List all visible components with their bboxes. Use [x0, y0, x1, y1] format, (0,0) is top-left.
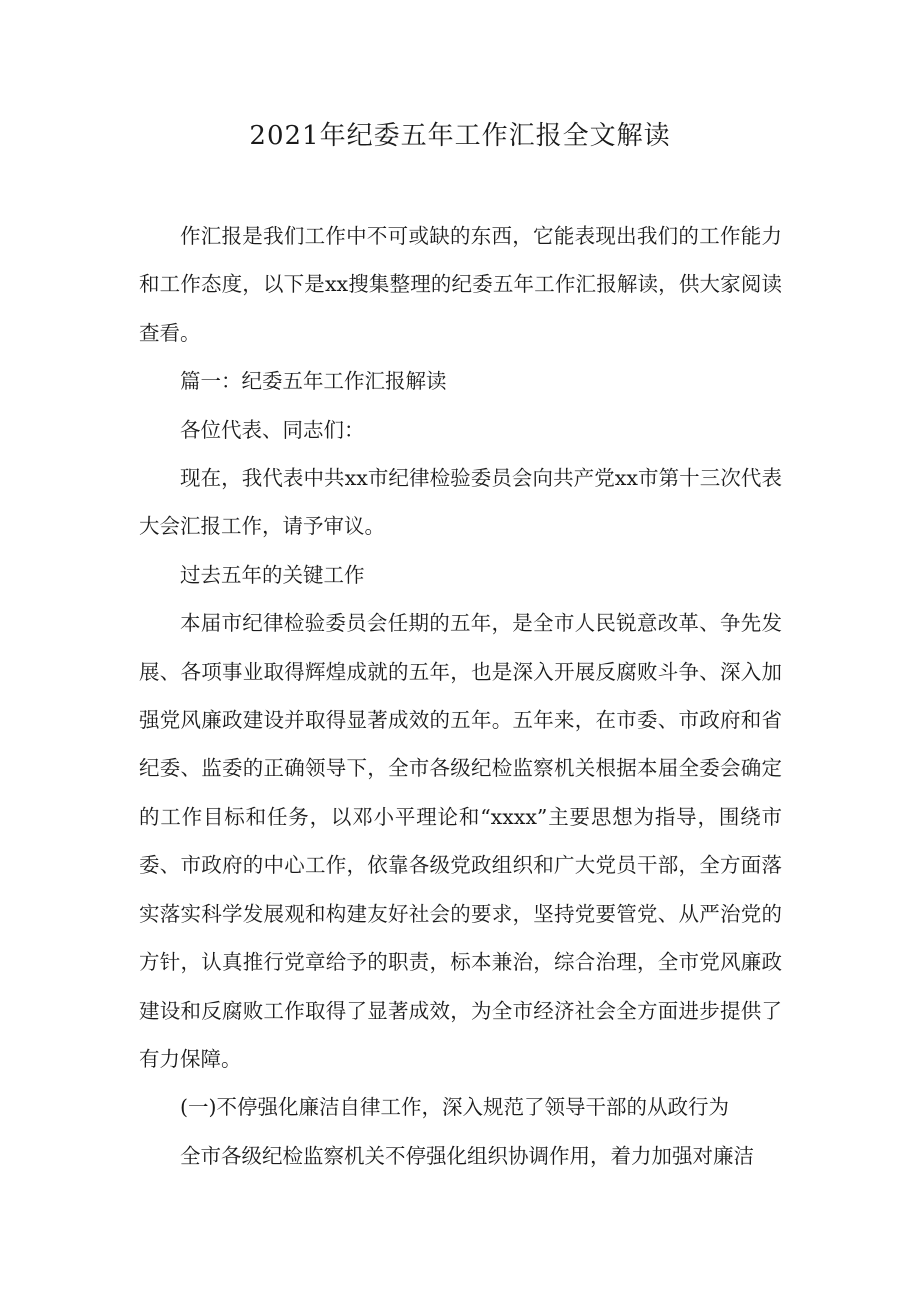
opening-paragraph: 现在，我代表中共xx市纪律检验委员会向共产党xx市第十三次代表大会汇报工作，请予审议。	[139, 466, 782, 539]
subheading-item-one: (一)不停强化廉洁自律工作，深入规范了领导干部的从政行为	[180, 1095, 729, 1120]
subheading-key-work: 过去五年的关键工作	[180, 562, 365, 587]
intro-paragraph: 作汇报是我们工作中不可或缺的东西，它能表现出我们的工作能力和工作态度，以下是xx搜集整理的纪委五年工作汇报解读，供大家阅读查看。	[139, 224, 782, 345]
summary-paragraph: 本届市纪律检验委员会任期的五年，是全市人民锐意改革、争先发展、各项事业取得辉煌成就的五年，也是深入开展反腐败斗争、深入加强党风廉政建设并取得显著成效的五年。五年来，在市委、市政府和省纪委、监委的正确领导下，全市各级纪检监察机关根据本届全委会确定的工作目标和任务，以邓小平理论和“xxxx”主要思想为指导，围绕市委、市政府的中心工作，依靠各级党政组织和广大党员干部，全方面落实落实科学发展观和构建友好社会的要求，坚持党要管党、从严治党的方针，认真推行党章给予的职责，标本兼治，综合治理，全市党风廉政建设和反腐败工作取得了显著成效，为全市经济社会全方面进步提供了有力保障。	[139, 611, 782, 1071]
document-body	[139, 212, 782, 1180]
document-title: 2021年纪委五年工作汇报全文解读	[249, 121, 671, 151]
continuation-paragraph: 全市各级纪检监察机关不停强化组织协调作用，着力加强对廉洁	[180, 1143, 754, 1168]
section-heading-part-one: 篇一：纪委五年工作汇报解读	[180, 369, 447, 394]
salutation: 各位代表、同志们：	[180, 417, 365, 442]
